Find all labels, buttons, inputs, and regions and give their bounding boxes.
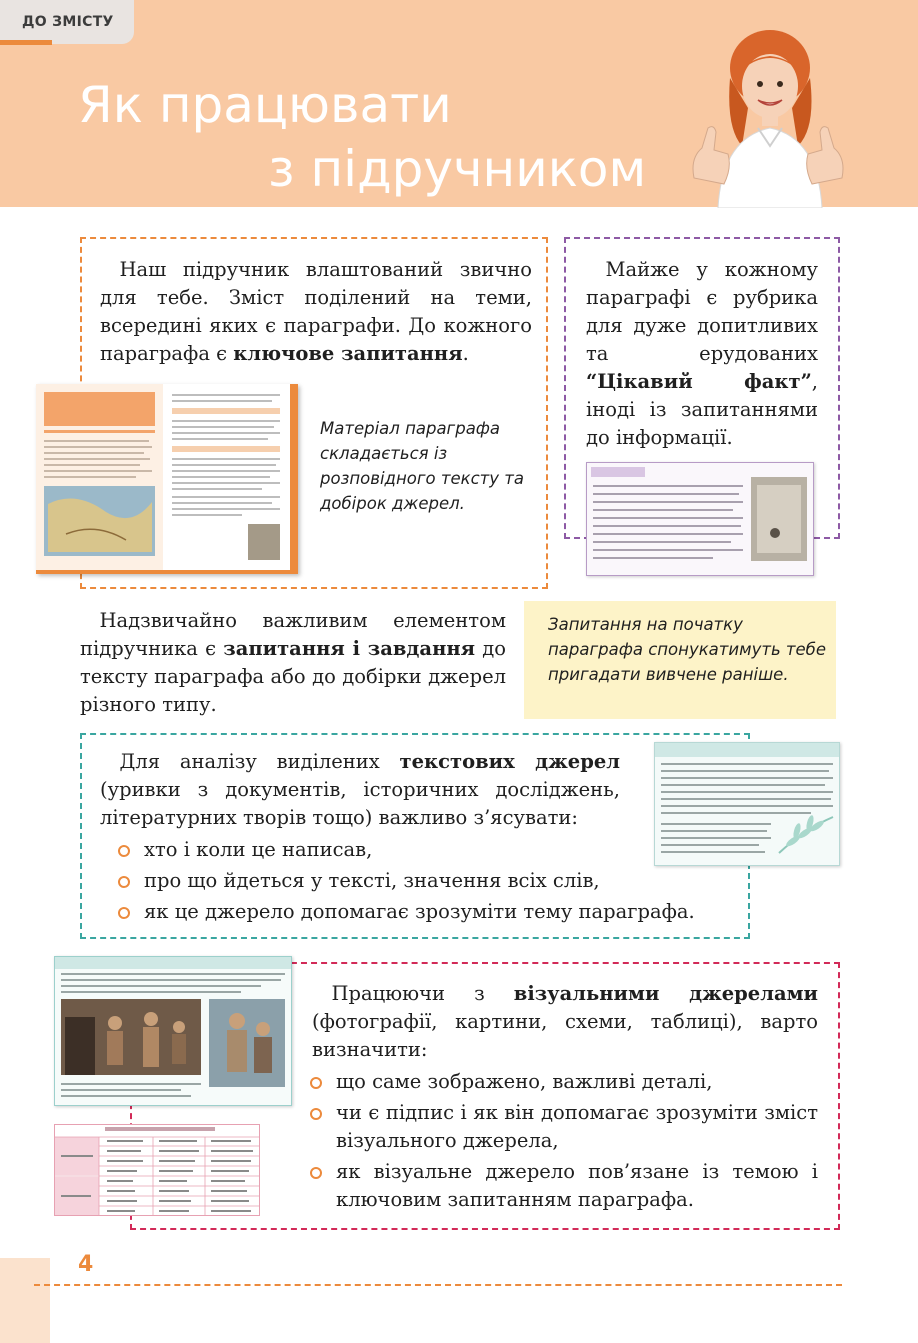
visual-sources-term: візуальними джерелами [513, 982, 819, 1005]
visual-source-table-thumbnail [54, 1124, 260, 1216]
text-sources-term: текстових джерел [399, 750, 620, 773]
footer-divider [34, 1284, 842, 1286]
circle-bullet-icon [310, 1108, 322, 1120]
key-question-term: ключове запитання [233, 342, 463, 365]
circle-bullet-icon [118, 845, 130, 857]
interesting-fact-text-end: , іноді із запитаннями до інформації. [586, 370, 818, 449]
page-title-line-2: з підручником [268, 140, 647, 198]
list-item [310, 1158, 818, 1214]
visual-sources-text: Працюючи з [331, 982, 514, 1005]
table-of-contents-link[interactable]: ДО ЗМІСТУ [0, 0, 134, 44]
interesting-fact-term: “Цікавий факт” [586, 370, 812, 393]
list-item [118, 898, 758, 926]
footer-accent-strip [0, 1258, 50, 1343]
interesting-fact-paragraph [586, 256, 818, 452]
circle-bullet-icon [310, 1167, 322, 1179]
questions-tasks-text: Надзвичайно важливим елементом підручника є [80, 609, 506, 660]
page-title-line-1: Як працювати [78, 76, 452, 134]
list-item-text: хто і коли це написав, [144, 838, 373, 861]
list-item-text: що саме зображено, важливі деталі, [336, 1070, 713, 1093]
interesting-fact-text: Майже у кожному параграфі є рубрика для дуже допитливих та ерудованих [586, 258, 818, 365]
list-item-text: про що йдеться у тексті, значення всіх слів, [144, 869, 600, 892]
circle-bullet-icon [118, 876, 130, 888]
visual-sources-text-end: (фотографії, картини, схеми, таблиці), варто визначити: [312, 1010, 818, 1061]
visual-sources-checklist [310, 1068, 818, 1217]
interesting-fact-thumbnail [586, 462, 814, 576]
list-item-text: як візуальне джерело пов’язане із темою і ключовим запитанням параграфа. [336, 1160, 818, 1211]
smiling-girl-illustration [688, 28, 848, 208]
visual-sources-paragraph [312, 980, 818, 1064]
paragraph-material-note: Матеріал параграфа складається із розповідного тексту та добірок джерел. [320, 419, 524, 513]
visual-source-photo-thumbnail [54, 956, 292, 1106]
structure-text-end: . [462, 342, 469, 365]
structure-paragraph [100, 256, 532, 368]
list-item [118, 836, 758, 864]
structure-text: Наш підручник влаштований звично для тебе. Зміст поділений на теми, всередині яких є параграфи. До кожного параграфа є [100, 258, 532, 365]
list-item-text: як це джерело допомагає зрозуміти тему параграфа. [144, 900, 695, 923]
text-sources-checklist [118, 836, 758, 929]
text-sources-paragraph [100, 748, 620, 832]
list-item [310, 1099, 818, 1155]
list-item [310, 1068, 818, 1096]
paragraph-page-thumbnail [36, 384, 298, 574]
questions-tasks-text-end: до тексту параграфа або до добірки джерел різного типу. [80, 637, 507, 716]
text-sources-text-end: (уривки з документів, історичних досліджень, літературних творів тощо) важливо з’ясувати: [100, 778, 620, 829]
circle-bullet-icon [310, 1077, 322, 1089]
questions-tasks-paragraph [80, 607, 506, 719]
list-item [118, 867, 758, 895]
text-sources-text: Для аналізу виділених [119, 750, 400, 773]
questions-tasks-term: запитання і завдання [223, 637, 476, 660]
list-item-text: чи є підпис і як він допомагає зрозуміти зміст візуального джерела, [336, 1101, 818, 1152]
page-number: 4 [78, 1252, 94, 1277]
circle-bullet-icon [118, 907, 130, 919]
nav-accent-bar [0, 40, 52, 45]
opening-questions-note: Запитання на початку параграфа спонукатимуть тебе пригадати вивчене раніше. [548, 615, 827, 684]
